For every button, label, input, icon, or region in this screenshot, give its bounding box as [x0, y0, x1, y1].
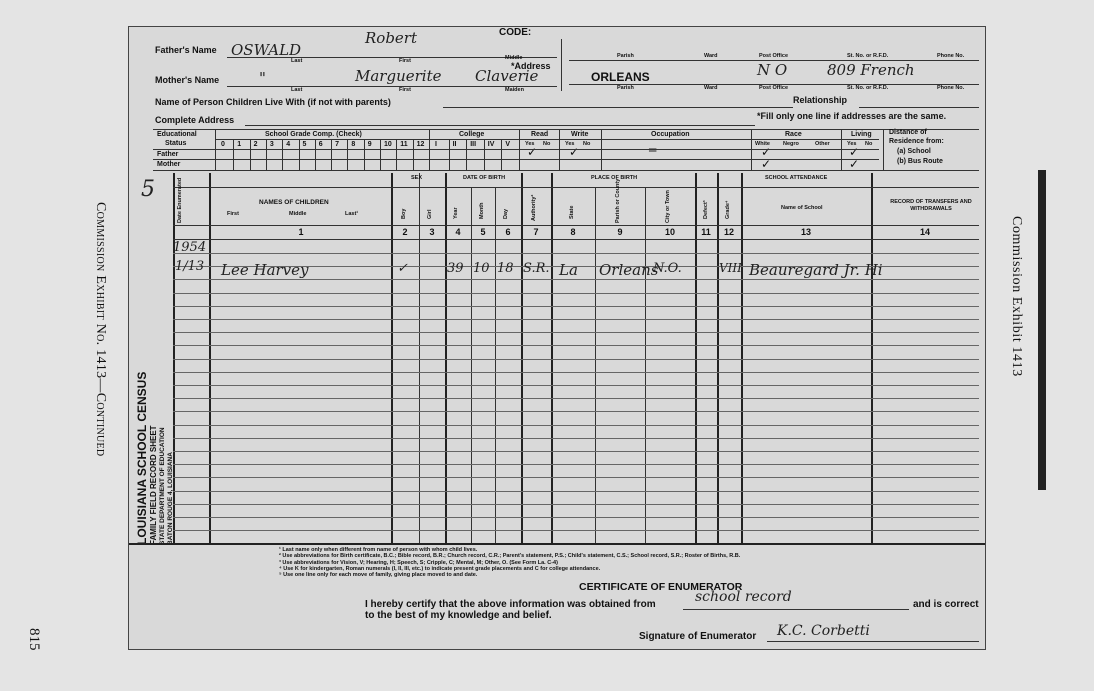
grade-number-12: 12	[416, 141, 425, 148]
row-boy: ✓	[397, 261, 408, 276]
column-number-12: 12	[723, 227, 734, 237]
row-state: La	[559, 261, 578, 279]
column-number-6: 6	[505, 227, 511, 237]
dob-year: Year	[453, 207, 459, 219]
bus-distance-label: (b) Bus Route	[897, 158, 943, 165]
column-number-5: 5	[480, 227, 486, 237]
grade-number-1: 1	[237, 141, 242, 148]
fathers-name-label: Father's Name	[155, 45, 217, 55]
sex-label: SEX	[411, 175, 423, 181]
college-number-V: V	[505, 141, 511, 148]
column-number-4: 4	[455, 227, 461, 237]
footnote-5: ⁵ Use one line only for each move of family, giving place moved to and date.	[279, 572, 478, 579]
st-no-label-top: St. No. or R.F.D.	[847, 53, 889, 59]
row-date-day: 1/13	[175, 259, 205, 274]
pob-city: City or Town	[665, 190, 671, 223]
right-caption: Commission Exhibit 1413	[1009, 216, 1024, 377]
middle-label: Middle	[505, 55, 523, 61]
school-grade-label: School Grade Comp. (Check)	[265, 131, 362, 138]
grade-number-9: 9	[367, 141, 372, 148]
race-white: White	[755, 141, 770, 147]
read-yes: Yes	[525, 141, 535, 147]
certificate-statement-line2: to the best of my knowledge and belief.	[365, 610, 552, 621]
write-label: Write	[571, 131, 589, 138]
ward-label-bottom: Ward	[704, 85, 718, 91]
grade-number-0: 0	[221, 141, 225, 148]
ward-label-top: Ward	[704, 53, 718, 59]
left-caption: Commission Exhibit No. 1413—Continued	[93, 202, 108, 457]
names-label: NAMES OF CHILDREN	[259, 199, 329, 206]
column-number-8: 8	[570, 227, 576, 237]
street-value: 809 French	[827, 61, 915, 79]
grade-label: Grade⁴	[725, 200, 731, 219]
st-no-label-bottom: St. No. or R.F.D.	[847, 85, 889, 91]
first-label-2: First	[399, 87, 411, 93]
phone-label-bottom: Phone No.	[937, 85, 965, 91]
column-number-3: 3	[429, 227, 435, 237]
grade-number-3: 3	[269, 141, 274, 148]
attendance-label: SCHOOL ATTENDANCE	[765, 175, 828, 181]
maiden-label: Maiden	[505, 87, 524, 93]
write-no: No	[583, 141, 591, 147]
column-number-11: 11	[701, 227, 711, 237]
defect-label: Defect³	[703, 200, 709, 219]
grade-number-11: 11	[400, 141, 408, 148]
college-number-IV: IV	[487, 141, 495, 148]
name-middle: Middle	[289, 211, 307, 217]
name-first: First	[227, 211, 239, 217]
grade-number-4: 4	[286, 141, 291, 148]
signature-label: Signature of Enumerator	[639, 631, 757, 642]
dob-month: Month	[479, 202, 485, 219]
row-parish: Orleans	[599, 261, 659, 279]
father-label: Father	[157, 151, 179, 158]
post-office-label-top: Post Office	[759, 53, 789, 59]
educational-label: Educational	[157, 131, 197, 138]
grade-number-10: 10	[384, 141, 392, 148]
certificate-statement-end: and is correct	[913, 599, 979, 610]
row-city: N.O.	[653, 261, 682, 276]
row-authority: S.R.	[523, 261, 550, 276]
grade-number-6: 6	[318, 141, 323, 148]
living-no: No	[865, 141, 873, 147]
address-label: *Address	[511, 61, 551, 71]
grade-number-5: 5	[302, 141, 307, 148]
column-number-7: 7	[533, 227, 539, 237]
school-distance-label: (a) School	[897, 148, 931, 155]
side-mark: 5	[141, 177, 155, 202]
fathers-last-name: OSWALD	[231, 41, 302, 59]
page-number: 815	[26, 628, 42, 651]
living-yes: Yes	[847, 141, 857, 147]
side-dept: STATE DEPARTMENT OF EDUCATION	[159, 427, 166, 545]
distance-label: Distance of	[889, 129, 927, 136]
row-day: 18	[497, 261, 514, 276]
fathers-first-name: Robert	[365, 29, 418, 47]
row-date-year: 1954	[173, 240, 207, 255]
dob-label: DATE OF BIRTH	[463, 175, 506, 181]
mothers-first-name: Marguerite	[355, 67, 442, 85]
side-subtitle: FAMILY FIELD RECORD SHEET	[149, 425, 158, 545]
pob-parish: Parish or County	[615, 178, 621, 223]
side-city: BATON ROUGE 4, LOUISIANA	[167, 452, 174, 545]
certificate-source: school record	[695, 589, 792, 605]
footnote-3: ³ Use abbreviations for Vision, V; Hearing, H; Speech, S; Cripple, C; Mental, M; Other, O. (See Form La. C-4)	[279, 559, 558, 566]
code-label: CODE:	[499, 27, 532, 38]
certificate-statement: I hereby certify that the above information was obtained from	[365, 599, 656, 610]
pob-state: State	[569, 205, 575, 219]
grade-number-8: 8	[351, 141, 356, 148]
complete-address-label: Complete Address	[155, 115, 235, 125]
row-grade: VIII	[719, 261, 742, 275]
mother-label: Mother	[157, 161, 181, 168]
footnote-4: ⁴ Use K for kindergarten, Roman numerals (I, II, III, etc.) to indicate present grade placements and C for college attendance.	[279, 565, 601, 572]
column-number-13: 13	[800, 227, 811, 237]
mothers-maiden-name: Claverie	[475, 67, 539, 85]
column-number-1: 1	[298, 227, 304, 237]
first-label: First	[399, 58, 411, 64]
last-label-2: Last	[291, 87, 303, 93]
mothers-last-name: "	[259, 69, 266, 87]
residence-label: Residence from:	[889, 138, 944, 145]
race-label: Race	[785, 131, 802, 138]
living-label: Living	[851, 131, 872, 138]
row-school: Beauregard Jr. Hi	[749, 261, 883, 279]
footnote-2: ² Use abbreviations for Birth certificate, B.C.; Bible record, B.R.; Church record, C.R.; Parent's statement, P.S.; Child's statement, C.S.; School record, S.R.; Roster of Births, R.B.	[279, 553, 741, 560]
sex-girl: Girl	[427, 209, 433, 219]
parish-label-top: Parish	[617, 53, 634, 59]
name-last: Last¹	[345, 211, 359, 217]
authority-label: Authority²	[531, 194, 537, 221]
occupation-label: Occupation	[651, 131, 690, 138]
transfer-label: RECORD OF TRANSFERS AND WITHDRAWALS	[890, 199, 972, 212]
college-number-III: III	[470, 141, 477, 148]
parish-value: ORLEANS	[591, 70, 650, 84]
footnote-1: ¹ Last name only when different from name of person with whom child lives.	[279, 547, 478, 553]
college-number-I: I	[435, 141, 437, 148]
signature: K.C. Corbetti	[777, 623, 870, 639]
certificate-title: CERTIFICATE OF ENUMERATOR	[579, 581, 743, 593]
sex-boy: Boy	[401, 208, 407, 219]
side-title: LOUISIANA SCHOOL CENSUS	[135, 371, 149, 545]
mothers-name-label: Mother's Name	[155, 75, 220, 85]
relationship-label: Relationship	[793, 95, 848, 105]
dob-day: Day	[503, 208, 509, 219]
post-office-label-bottom: Post Office	[759, 85, 789, 91]
read-no: No	[543, 141, 551, 147]
census-sheet: CODE: Father's Name OSWALD Robert Last First Middle *Address Parish Ward Post Office St. No. or R.F.D. Phone No. Mother's Name " Marguerite Claverie Last First Maiden ORLEANS N O 809 French Parish Ward Post Office St. No. or R.F.D. Phone No. Name of Person Children Live With (if not with parents) Relationship Complete Address *Fill only one line if addresses are the same. Educational Status Father Mother School Grade Comp. (Check) 0 1 2 3 4 5 6 7 8 9 10 11 12 College I II III IV V Read Yes No Write Yes No ✓ ✓ Occupation ═ Race White Negro Other ✓ ✓ Living Yes No ✓ ✓ Distance of Residence from: (a) School (b) Bus Route LOUISIANA SCHOOL CENSUS FAMILY FIELD RECORD SHEET STATE DEPARTMENT OF EDUCATION BATON ROUGE 4, LOUISIANA 5 Date Enumerated NAMES OF CHILDREN First Middle Last¹ SEX Boy Girl DATE OF BIRTH Year Month Day Authority² PLACE OF BIRTH State Parish or County City or Town Defect³ Grade⁴ SCHOOL ATTENDANCE Name of School RECORD OF TRANSFERS AND WITHDRAWALS 1 2 3 4 5 6 7 8 9 10 11 12 13 14 1954 1/13 Lee Harvey ✓ 39 10 18 S.R. La Orleans N.O. VIII Beauregard Jr. Hi ¹ Last name only when different from name of person with whom child lives. ² Use abbreviations for Birth certificate, B.C.; Bible record, B.R.; Church record, C.R.; Parent's statement, P.S.; Child's statement, C.S.; School record, S.R.; Roster of Births, R.B. ³ Use abbreviations for Vision, V; Hearing, H; Speech, S; Cripple, C; Mental, M; Other, O. (See Form La. C-4) ⁴ Use K for kindergarten, Roman numerals (I, II, III, etc.) to indicate present grade placements and C for college attendance. ⁵ Use one line only for each move of family, giving place moved to and date. CERTIFICATE OF ENUMERATOR I hereby certify that the above information was obtained from school record and is correct to the best of my knowledge and belief. Signature of Enumerator K.C. Corbetti	[128, 26, 986, 650]
grade-number-7: 7	[335, 141, 339, 148]
race-negro: Negro	[783, 141, 799, 147]
phone-label-top: Phone No.	[937, 53, 965, 59]
column-number-14: 14	[919, 227, 930, 237]
college-label: College	[459, 131, 485, 138]
race-other: Other	[815, 141, 830, 147]
row-month: 10	[473, 261, 490, 276]
write-yes: Yes	[565, 141, 575, 147]
row-year: 39	[447, 261, 464, 276]
college-number-II: II	[452, 141, 457, 148]
right-bracket	[1038, 170, 1046, 490]
column-number-9: 9	[617, 227, 623, 237]
live-with-label: Name of Person Children Live With (if not with parents)	[155, 97, 391, 107]
date-enumerated-label: Date Enumerated	[177, 177, 183, 223]
grade-number-2: 2	[253, 141, 258, 148]
column-number-10: 10	[664, 227, 675, 237]
post-office-value: N O	[757, 61, 788, 79]
read-label: Read	[531, 131, 549, 138]
row-name: Lee Harvey	[221, 261, 309, 279]
school-name-label: Name of School	[781, 205, 823, 211]
last-label: Last	[291, 58, 303, 64]
status-label: Status	[165, 140, 187, 147]
column-number-2: 2	[402, 227, 408, 237]
parish-label-bottom: Parish	[617, 85, 634, 91]
fill-note: *Fill only one line if addresses are the same.	[757, 111, 947, 121]
pob-label: PLACE OF BIRTH	[591, 175, 638, 181]
